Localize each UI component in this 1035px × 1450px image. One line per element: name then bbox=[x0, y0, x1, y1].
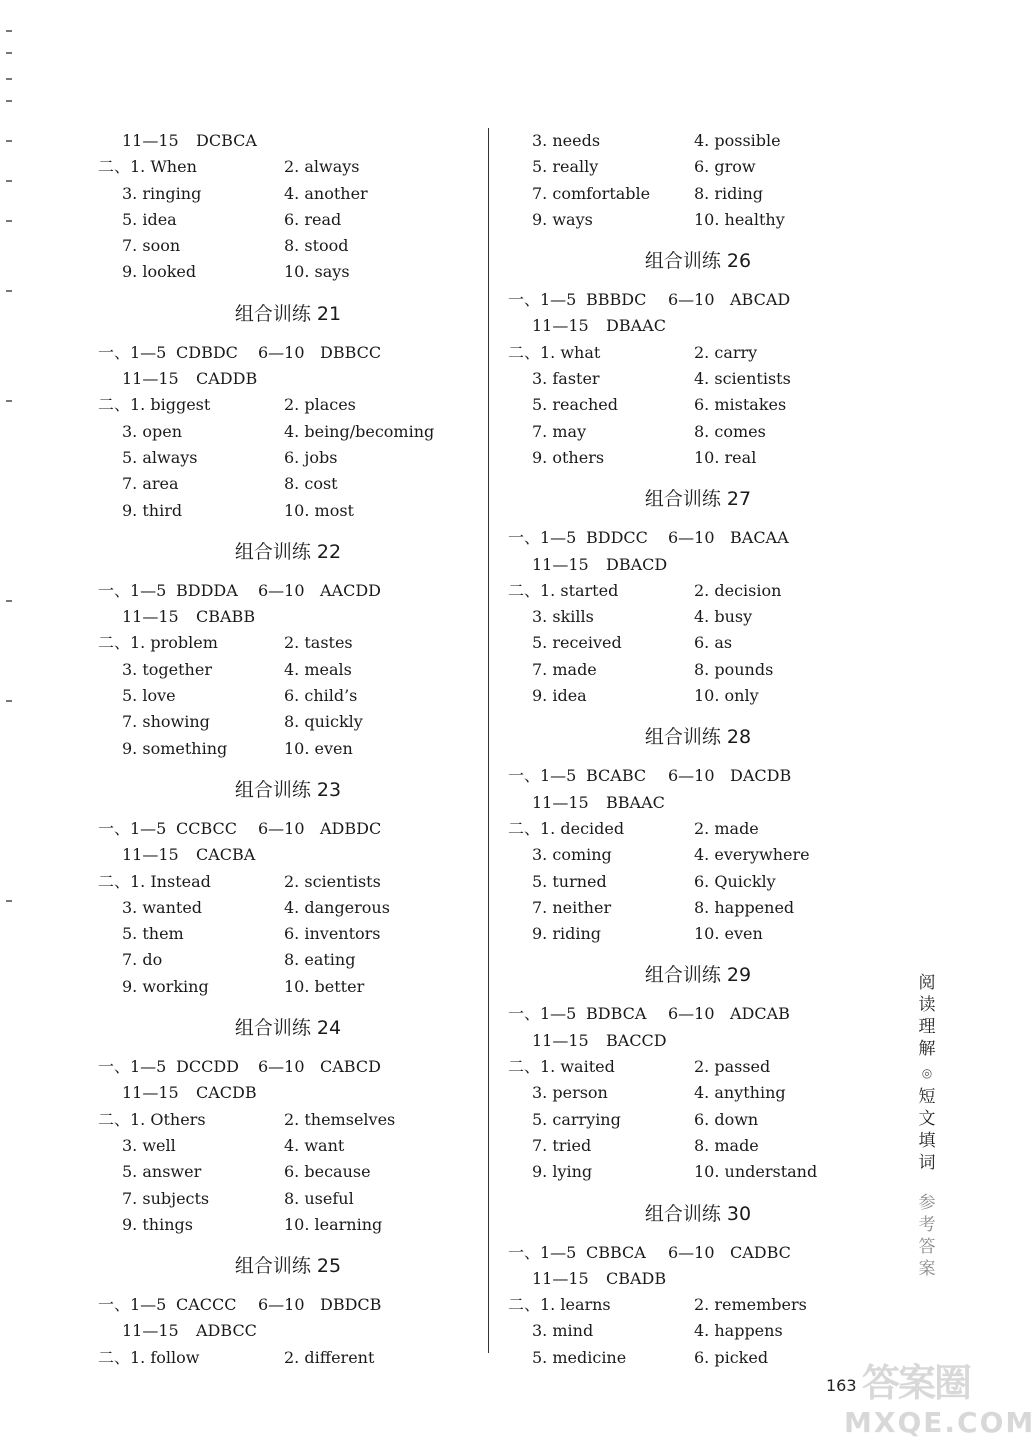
choice-range: 11—15 bbox=[532, 1268, 589, 1288]
answer-row bbox=[508, 1318, 888, 1344]
choice-answer-row bbox=[98, 1292, 478, 1318]
choice-sequence: BDDDA bbox=[176, 580, 238, 600]
answer-item: 10. says bbox=[284, 262, 350, 282]
answer-item: 7. soon bbox=[122, 236, 181, 256]
answer-item: 2. tastes bbox=[284, 633, 353, 653]
answer-item: 10. even bbox=[694, 924, 763, 944]
answer-row bbox=[98, 181, 478, 207]
answer-item: 8. made bbox=[694, 1135, 759, 1155]
answer-item: 4. another bbox=[284, 183, 368, 203]
answer-row bbox=[508, 1107, 888, 1133]
page-number: 163 bbox=[826, 1376, 857, 1395]
choice-answer-row bbox=[508, 763, 888, 789]
choice-sequence: BDBCA bbox=[586, 1004, 647, 1024]
section-heading: 组合训练 28 bbox=[644, 726, 752, 749]
answer-item: 6. child’s bbox=[284, 686, 358, 706]
answer-item: 4. dangerous bbox=[284, 897, 390, 917]
answer-row bbox=[508, 1292, 888, 1318]
choice-sequence: DBACD bbox=[606, 554, 668, 574]
answer-row bbox=[508, 419, 888, 445]
answer-row bbox=[98, 471, 478, 497]
answer-item: 2. remembers bbox=[694, 1295, 807, 1315]
answer-item: 6. picked bbox=[694, 1347, 769, 1367]
choice-sequence: AACDD bbox=[320, 580, 382, 600]
side-tab-char: 理 bbox=[918, 1017, 936, 1037]
answer-row bbox=[508, 578, 888, 604]
side-tab-char: 填 bbox=[918, 1131, 936, 1151]
answer-item: 10. even bbox=[284, 738, 353, 758]
choice-answer-row bbox=[508, 1266, 888, 1292]
answer-item: 5. medicine bbox=[532, 1347, 627, 1367]
answer-item: 二、1. Instead bbox=[98, 871, 211, 891]
answer-row bbox=[508, 921, 888, 947]
answer-row bbox=[508, 630, 888, 656]
answer-item: 3. faster bbox=[532, 369, 600, 389]
choice-answer-row bbox=[508, 552, 888, 578]
answer-item: 5. idea bbox=[122, 209, 177, 229]
choice-range: 11—15 bbox=[532, 316, 589, 336]
answer-row bbox=[98, 1107, 478, 1133]
answer-item: 二、1. started bbox=[508, 580, 619, 600]
answer-item: 2. places bbox=[284, 395, 356, 415]
answer-row bbox=[98, 1133, 478, 1159]
answer-row bbox=[508, 392, 888, 418]
side-tab-char: 参 bbox=[918, 1193, 936, 1213]
choice-sequence: DBAAC bbox=[606, 316, 666, 336]
choice-range: 11—15 bbox=[532, 1030, 589, 1050]
answer-item: 5. carrying bbox=[532, 1109, 621, 1129]
answer-item: 8. stood bbox=[284, 236, 349, 256]
answer-row bbox=[508, 895, 888, 921]
answer-item: 9. others bbox=[532, 447, 605, 467]
answer-item: 9. looked bbox=[122, 262, 197, 282]
choice-sequence: BCABC bbox=[586, 766, 647, 786]
choice-sequence: BDDCC bbox=[586, 528, 648, 548]
answer-item: 7. neither bbox=[532, 897, 612, 917]
choice-sequence: DCCDD bbox=[176, 1057, 239, 1077]
section-heading: 组合训练 30 bbox=[644, 1202, 752, 1225]
answer-item: 二、1. When bbox=[98, 157, 197, 177]
choice-range: 6—10 bbox=[258, 1057, 305, 1077]
side-tab-char: 读 bbox=[918, 995, 936, 1015]
side-tab-char: 短 bbox=[918, 1087, 936, 1107]
choice-range: 一、1—5 bbox=[508, 290, 577, 310]
answer-item: 7. comfortable bbox=[532, 183, 651, 203]
answer-item: 3. wanted bbox=[122, 897, 203, 917]
answer-item: 3. together bbox=[122, 659, 212, 679]
choice-sequence: CCBCC bbox=[176, 818, 238, 838]
choice-range: 11—15 bbox=[122, 1321, 179, 1341]
answer-row bbox=[98, 657, 478, 683]
answer-item: 3. person bbox=[532, 1083, 608, 1103]
answer-row bbox=[98, 445, 478, 471]
choice-answer-row bbox=[508, 525, 888, 551]
choice-sequence: ADCAB bbox=[730, 1004, 790, 1024]
answer-item: 7. subjects bbox=[122, 1188, 210, 1208]
answer-item: 5. always bbox=[122, 447, 198, 467]
choice-range: 一、1—5 bbox=[98, 818, 167, 838]
choice-range: 6—10 bbox=[258, 1295, 305, 1315]
answer-item: 4. want bbox=[284, 1135, 345, 1155]
answer-item: 8. useful bbox=[284, 1188, 354, 1208]
answer-item: 8. quickly bbox=[284, 712, 363, 732]
choice-range: 一、1—5 bbox=[508, 1004, 577, 1024]
answer-item: 2. different bbox=[284, 1347, 375, 1367]
answer-item: 6. Quickly bbox=[694, 871, 776, 891]
choice-range: 11—15 bbox=[532, 554, 589, 574]
choice-sequence: BACAA bbox=[730, 528, 789, 548]
answer-item: 10. healthy bbox=[694, 209, 785, 229]
answer-item: 二、1. what bbox=[508, 342, 601, 362]
answer-item: 9. riding bbox=[532, 924, 602, 944]
answer-row bbox=[98, 392, 478, 418]
choice-answer-row bbox=[98, 578, 478, 604]
answer-item: 2. themselves bbox=[284, 1109, 396, 1129]
section-heading: 组合训练 26 bbox=[644, 250, 752, 273]
section-heading: 组合训练 27 bbox=[644, 488, 752, 511]
side-tab-char: 词 bbox=[918, 1153, 936, 1173]
choice-answer-row bbox=[98, 1054, 478, 1080]
answer-item: 9. third bbox=[122, 500, 183, 520]
choice-answer-row bbox=[508, 1028, 888, 1054]
answer-item: 8. cost bbox=[284, 474, 338, 494]
section-heading: 组合训练 22 bbox=[234, 540, 342, 563]
answer-item: 二、1. biggest bbox=[98, 395, 211, 415]
section-heading: 组合训练 29 bbox=[644, 964, 752, 987]
choice-range: 6—10 bbox=[668, 1004, 715, 1024]
answer-item: 5. reached bbox=[532, 395, 618, 415]
answer-row bbox=[98, 736, 478, 762]
answer-row bbox=[98, 869, 478, 895]
answer-item: 3. mind bbox=[532, 1321, 594, 1341]
answer-row bbox=[508, 128, 888, 154]
choice-sequence: ADBCC bbox=[196, 1321, 257, 1341]
answer-row bbox=[98, 1159, 478, 1185]
answer-item: 6. mistakes bbox=[694, 395, 787, 415]
answer-item: 8. comes bbox=[694, 421, 766, 441]
choice-sequence: DBDCB bbox=[320, 1295, 382, 1315]
answer-row bbox=[98, 207, 478, 233]
answer-item: 4. possible bbox=[694, 131, 781, 150]
answer-row bbox=[98, 921, 478, 947]
answer-item: 10. most bbox=[284, 500, 354, 520]
choice-sequence: CACBA bbox=[196, 845, 256, 865]
answer-item: 7. area bbox=[122, 474, 179, 494]
choice-sequence: CDBDC bbox=[176, 342, 238, 362]
answer-item: 2. carry bbox=[694, 342, 758, 362]
answer-item: 6. inventors bbox=[284, 924, 381, 944]
answer-row bbox=[98, 1212, 478, 1238]
choice-sequence: CADBC bbox=[730, 1242, 791, 1262]
answer-row bbox=[98, 498, 478, 524]
answer-row bbox=[98, 630, 478, 656]
answer-item: 9. things bbox=[122, 1214, 193, 1234]
answer-item: 3. skills bbox=[532, 607, 594, 627]
choice-sequence: BACCD bbox=[606, 1030, 667, 1050]
answer-row bbox=[508, 842, 888, 868]
answer-item: 7. may bbox=[532, 421, 587, 441]
answer-item: 9. something bbox=[122, 738, 228, 758]
choice-answer-row bbox=[98, 842, 478, 868]
choice-sequence: CBABB bbox=[196, 607, 256, 627]
side-tab-char: 考 bbox=[918, 1215, 936, 1235]
answer-item: 10. better bbox=[284, 976, 365, 996]
answer-row bbox=[98, 233, 478, 259]
answer-row bbox=[508, 816, 888, 842]
choice-range: 一、1—5 bbox=[508, 1242, 577, 1262]
choice-range: 一、1—5 bbox=[98, 1057, 167, 1077]
choice-answer-row bbox=[98, 340, 478, 366]
side-tab-char: 答 bbox=[918, 1237, 936, 1257]
choice-answer-row bbox=[508, 1001, 888, 1027]
side-tab-ornament: ◎ bbox=[921, 1066, 933, 1080]
answer-row bbox=[508, 181, 888, 207]
left-column bbox=[98, 128, 478, 1371]
answer-item: 4. being/becoming bbox=[284, 421, 435, 441]
section-heading: 组合训练 23 bbox=[234, 778, 342, 801]
side-tab-char: 案 bbox=[918, 1259, 936, 1279]
answer-item: 2. made bbox=[694, 818, 759, 838]
choice-sequence: ADBDC bbox=[320, 818, 382, 838]
answer-row bbox=[508, 445, 888, 471]
answer-item: 8. eating bbox=[284, 950, 356, 970]
answer-item: 4. happens bbox=[694, 1321, 783, 1341]
answer-item: 4. meals bbox=[284, 659, 352, 679]
answer-item: 6. read bbox=[284, 209, 342, 229]
choice-range: 一、1—5 bbox=[98, 580, 167, 600]
answer-item: 6. grow bbox=[694, 157, 756, 177]
answer-row bbox=[98, 154, 478, 180]
choice-range: 一、1—5 bbox=[98, 342, 167, 362]
answer-row bbox=[508, 207, 888, 233]
answer-item: 9. lying bbox=[532, 1162, 593, 1182]
choice-sequence: BBBDC bbox=[586, 290, 647, 310]
answer-item: 9. ways bbox=[532, 209, 593, 229]
choice-sequence: CACDB bbox=[196, 1083, 257, 1103]
answer-row bbox=[98, 947, 478, 973]
answer-item: 10. only bbox=[694, 686, 759, 706]
choice-sequence: CBBCA bbox=[586, 1242, 646, 1262]
answer-item: 9. working bbox=[122, 976, 209, 996]
answer-item: 7. made bbox=[532, 659, 597, 679]
answer-item: 二、1. decided bbox=[508, 818, 625, 838]
answer-row bbox=[98, 709, 478, 735]
answer-item: 4. busy bbox=[694, 607, 753, 627]
choice-answer-row bbox=[508, 313, 888, 339]
answer-item: 6. because bbox=[284, 1162, 371, 1182]
choice-sequence: ABCAD bbox=[730, 290, 791, 310]
answer-row bbox=[508, 683, 888, 709]
answer-item: 7. tried bbox=[532, 1135, 592, 1155]
answer-row bbox=[508, 604, 888, 630]
section-heading: 组合训练 25 bbox=[234, 1255, 342, 1278]
answer-item: 6. down bbox=[694, 1109, 759, 1129]
answer-row bbox=[508, 366, 888, 392]
answer-row bbox=[98, 419, 478, 445]
choice-answer-row bbox=[508, 1240, 888, 1266]
answer-item: 5. turned bbox=[532, 871, 607, 891]
section-heading: 组合训练 24 bbox=[234, 1017, 342, 1040]
choice-range: 6—10 bbox=[258, 580, 305, 600]
answer-row bbox=[508, 340, 888, 366]
choice-sequence: CADDB bbox=[196, 369, 258, 389]
answer-row bbox=[508, 154, 888, 180]
answer-item: 4. everywhere bbox=[694, 845, 810, 865]
choice-range: 6—10 bbox=[668, 290, 715, 310]
choice-answer-row bbox=[508, 287, 888, 313]
answer-item: 5. them bbox=[122, 924, 184, 944]
answer-item: 4. scientists bbox=[694, 369, 791, 389]
choice-range: 11—15 bbox=[122, 131, 179, 150]
answer-item: 6. jobs bbox=[284, 447, 338, 467]
answer-item: 2. passed bbox=[694, 1057, 771, 1077]
answer-item: 3. ringing bbox=[122, 183, 202, 203]
answer-row bbox=[98, 895, 478, 921]
answer-item: 5. received bbox=[532, 633, 622, 653]
answer-item: 10. understand bbox=[694, 1162, 818, 1182]
answer-item: 二、1. Others bbox=[98, 1109, 206, 1129]
answer-item: 5. really bbox=[532, 157, 599, 177]
answer-row bbox=[508, 657, 888, 683]
choice-range: 一、1—5 bbox=[508, 766, 577, 786]
choice-sequence: DCBCA bbox=[196, 131, 257, 150]
choice-range: 一、1—5 bbox=[508, 528, 577, 548]
answer-item: 二、1. follow bbox=[98, 1347, 200, 1367]
choice-range: 11—15 bbox=[122, 1083, 179, 1103]
column-divider bbox=[488, 128, 489, 1353]
right-column bbox=[508, 128, 888, 1371]
watermark-url: MXQE.COM bbox=[844, 1406, 1035, 1439]
choice-answer-row bbox=[98, 366, 478, 392]
binding-edge-marks bbox=[0, 0, 22, 1450]
answer-row bbox=[508, 1054, 888, 1080]
side-tab-char: 文 bbox=[918, 1109, 936, 1129]
answer-item: 8. pounds bbox=[694, 659, 774, 679]
answer-row bbox=[508, 1345, 888, 1371]
watermark-logo: 答案圈 bbox=[862, 1361, 971, 1405]
answer-item: 3. open bbox=[122, 421, 182, 441]
answer-item: 2. always bbox=[284, 157, 360, 177]
choice-answer-row bbox=[98, 604, 478, 630]
choice-answer-row bbox=[98, 1080, 478, 1106]
choice-range: 6—10 bbox=[668, 766, 715, 786]
choice-range: 11—15 bbox=[532, 792, 589, 812]
answer-item: 3. needs bbox=[532, 131, 601, 150]
choice-range: 6—10 bbox=[258, 342, 305, 362]
choice-answer-row bbox=[98, 128, 478, 154]
answer-item: 2. decision bbox=[694, 580, 782, 600]
answer-item: 3. coming bbox=[532, 845, 612, 865]
answer-row bbox=[98, 974, 478, 1000]
section-heading: 组合训练 21 bbox=[234, 302, 342, 325]
answer-item: 二、1. problem bbox=[98, 633, 218, 653]
answer-row bbox=[98, 1186, 478, 1212]
answer-item: 7. do bbox=[122, 950, 163, 970]
answer-row bbox=[98, 259, 478, 285]
choice-range: 6—10 bbox=[668, 1242, 715, 1262]
choice-range: 6—10 bbox=[258, 818, 305, 838]
answer-row bbox=[98, 1345, 478, 1371]
choice-range: 一、1—5 bbox=[98, 1295, 167, 1315]
choice-answer-row bbox=[508, 790, 888, 816]
choice-range: 11—15 bbox=[122, 607, 179, 627]
choice-sequence: BBAAC bbox=[606, 792, 665, 812]
choice-range: 11—15 bbox=[122, 369, 179, 389]
side-tab-char: 阅 bbox=[918, 973, 936, 993]
side-tab-label bbox=[915, 972, 939, 1280]
answer-item: 6. as bbox=[694, 633, 733, 653]
answer-item: 5. love bbox=[122, 686, 176, 706]
side-tab-char: 解 bbox=[918, 1039, 936, 1059]
answer-row bbox=[508, 1159, 888, 1185]
answer-item: 10. real bbox=[694, 447, 757, 467]
choice-sequence: DACDB bbox=[730, 766, 792, 786]
choice-range: 11—15 bbox=[122, 845, 179, 865]
choice-answer-row bbox=[98, 816, 478, 842]
answer-item: 二、1. waited bbox=[508, 1057, 615, 1077]
answer-item: 8. riding bbox=[694, 183, 764, 203]
choice-range: 6—10 bbox=[668, 528, 715, 548]
answer-item: 7. showing bbox=[122, 712, 210, 732]
choice-sequence: CABCD bbox=[320, 1057, 381, 1077]
choice-sequence: CBADB bbox=[606, 1268, 667, 1288]
answer-row bbox=[508, 869, 888, 895]
answer-item: 2. scientists bbox=[284, 871, 381, 891]
answer-item: 二、1. learns bbox=[508, 1295, 611, 1315]
answer-row bbox=[508, 1080, 888, 1106]
answer-item: 10. learning bbox=[284, 1214, 383, 1234]
answer-item: 8. happened bbox=[694, 897, 795, 917]
answer-item: 9. idea bbox=[532, 686, 587, 706]
answer-row bbox=[508, 1133, 888, 1159]
choice-answer-row bbox=[98, 1318, 478, 1344]
choice-sequence: DBBCC bbox=[320, 342, 382, 362]
choice-sequence: CACCC bbox=[176, 1295, 237, 1315]
answer-row bbox=[98, 683, 478, 709]
answer-item: 5. answer bbox=[122, 1162, 202, 1182]
answer-item: 4. anything bbox=[694, 1083, 786, 1103]
answer-item: 3. well bbox=[122, 1135, 176, 1155]
